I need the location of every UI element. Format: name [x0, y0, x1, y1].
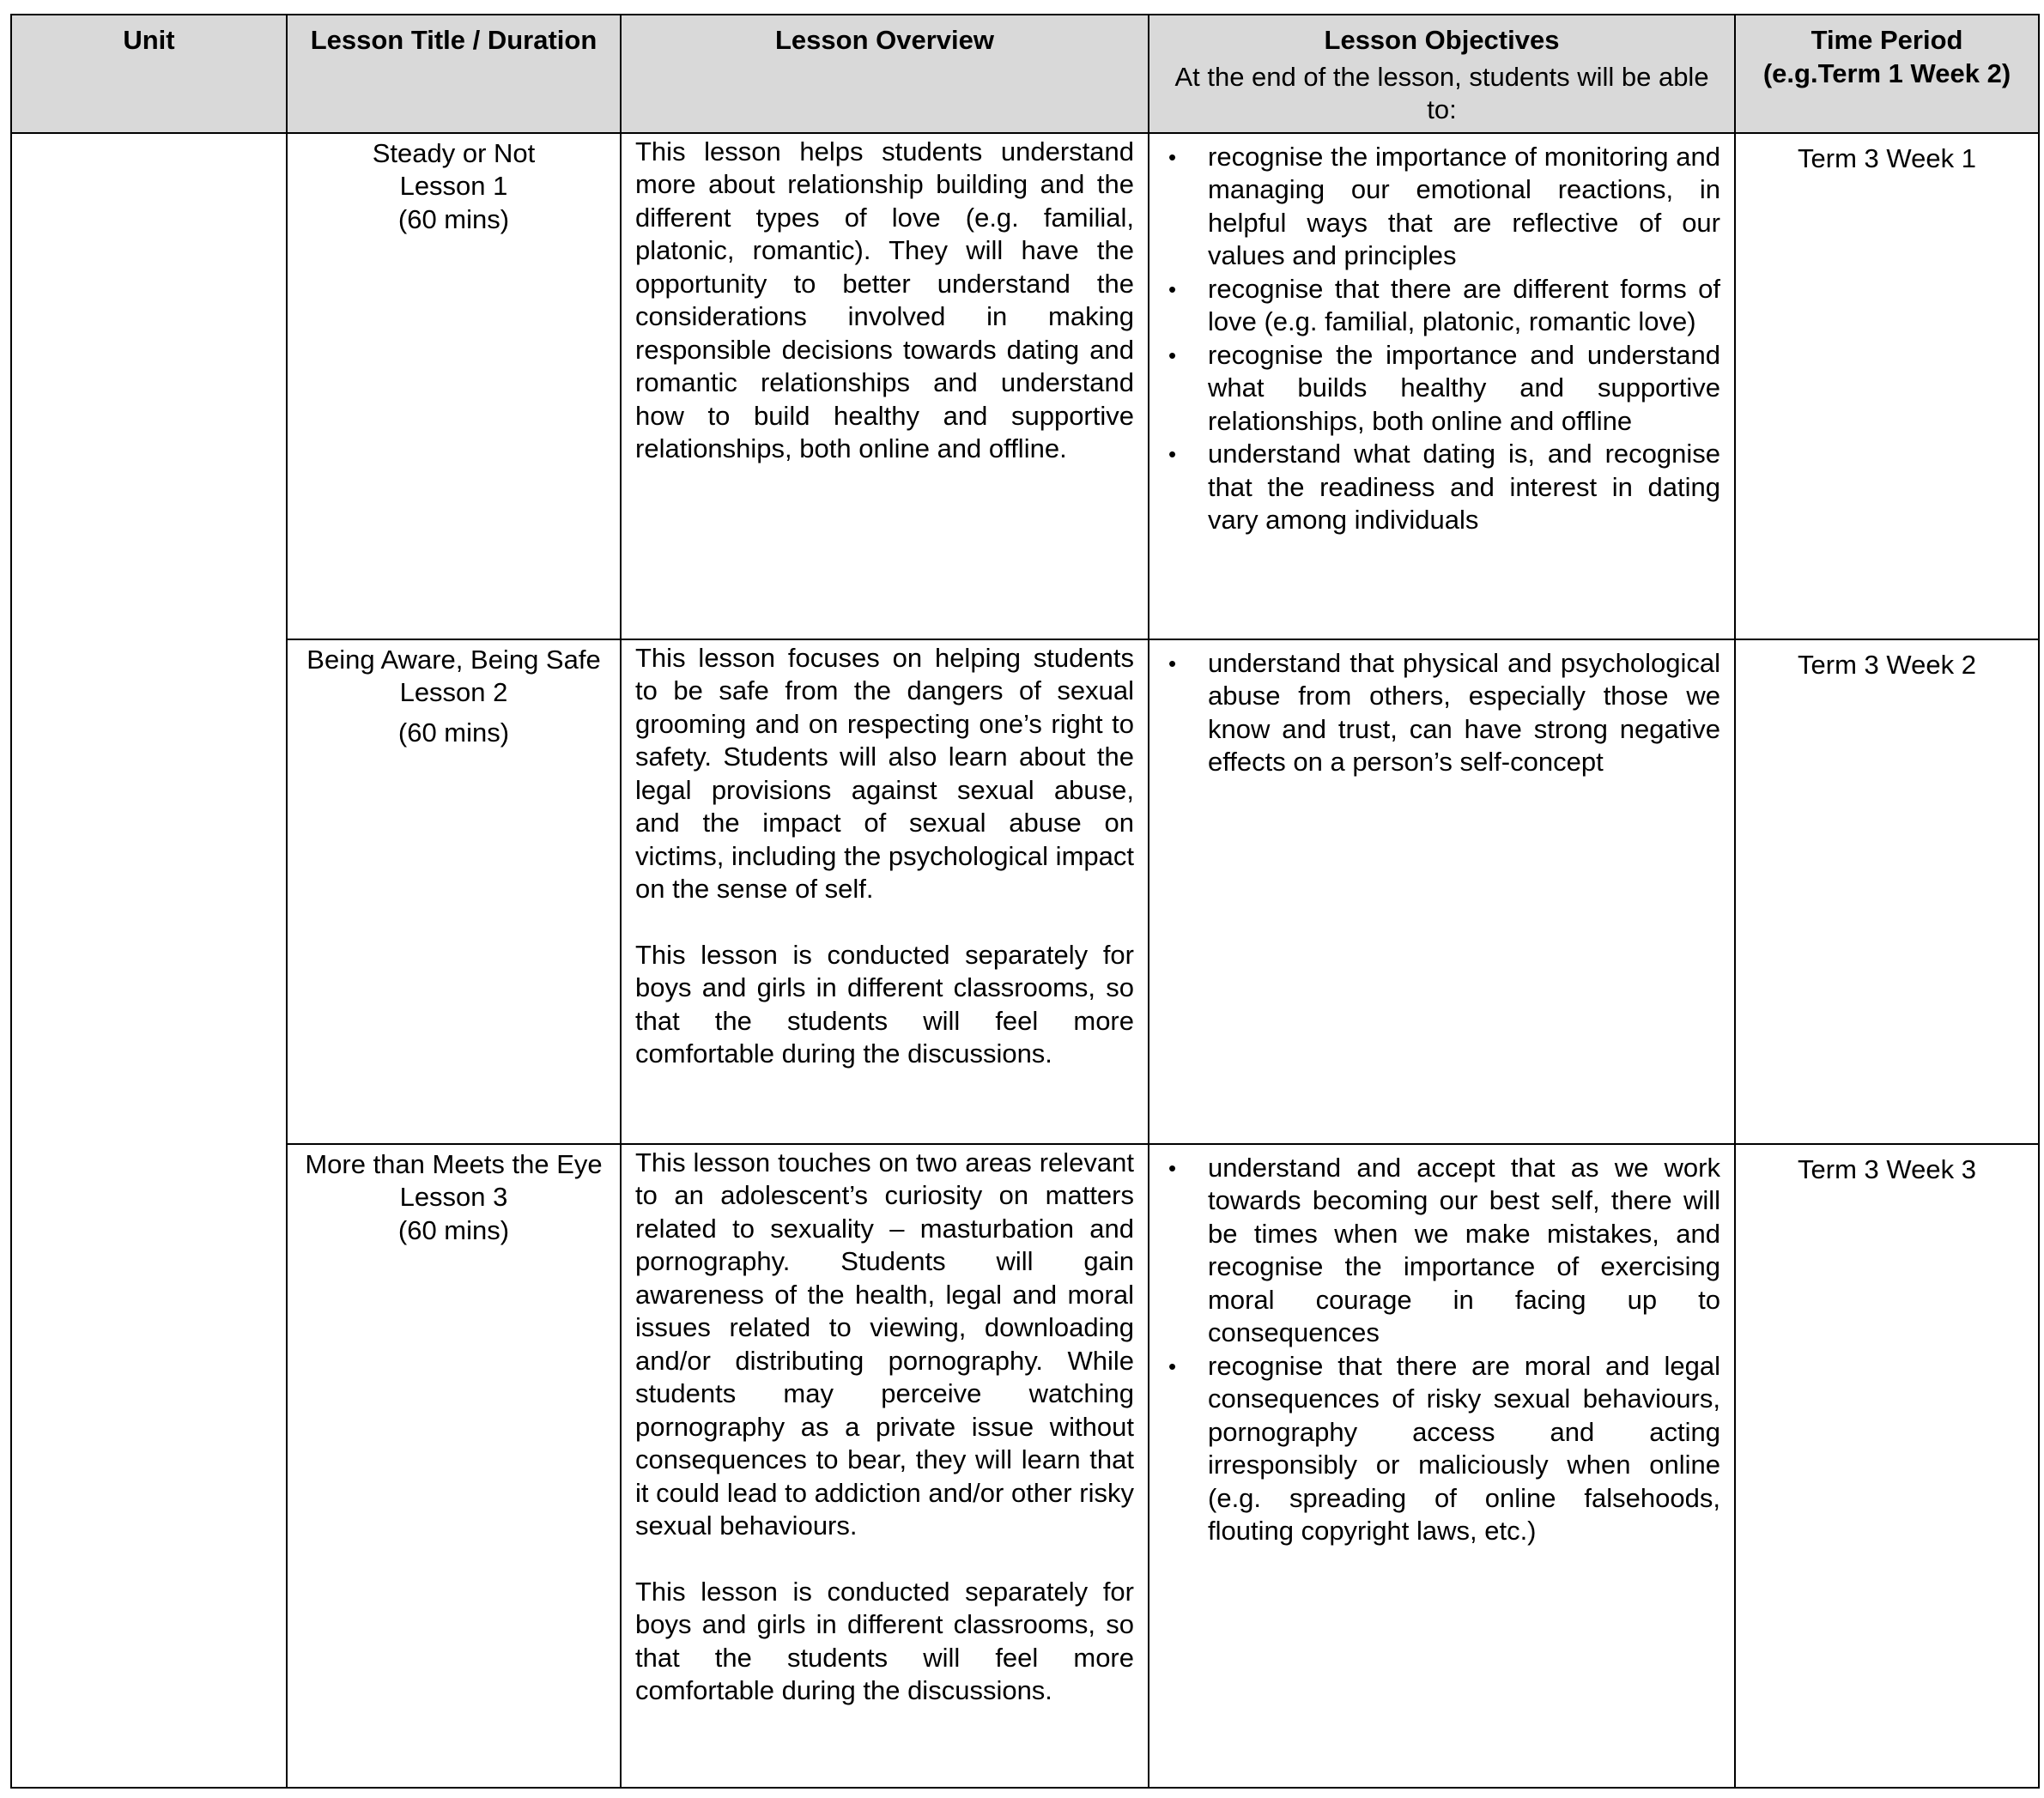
header-row: [11, 15, 2039, 133]
lesson-plan-table: [10, 14, 2040, 1789]
lesson-duration: (60 mins): [397, 203, 510, 234]
lesson-title: More than Meets the Eye: [305, 1148, 603, 1179]
table-row: [11, 1144, 2039, 1788]
lesson-title: Steady or Not: [372, 137, 536, 168]
lesson-title: Being Aware, Being Safe: [306, 644, 601, 675]
time-period-cell: [1735, 1144, 2039, 1788]
overview-paragraph: This lesson touches on two areas relevant to an adolescent’s curiosity on matters related to sexuality – masturbation and pornography. Students will gain awareness of the health, legal and moral issues related to viewing, downloading and/or distributing pornography. While students may perceive watching pornography as a private issue without consequences to bear, they will learn that it could lead to addiction and/or other risky sexual behaviours.: [635, 1147, 1134, 1541]
header-unit-label: Unit: [123, 25, 175, 55]
objective-item: • recognise that there are different forms of love (e.g. familial, platonic, romantic love): [1163, 273, 1720, 339]
objective-item: • understand and accept that as we work towards becoming our best self, there will be times when we make mistakes, and recognise the importance of exercising moral courage in facing up to consequences: [1163, 1152, 1720, 1350]
lesson-title-cell: [287, 639, 621, 1144]
header-lesson-title: [287, 15, 621, 133]
time-period: Term 3 Week 3: [1798, 1153, 1976, 1184]
lesson-objectives-cell: [1149, 133, 1735, 639]
lesson-number: Lesson 1: [399, 171, 508, 201]
header-title-label: Lesson Title / Duration: [310, 25, 597, 55]
header-lesson-overview: [621, 15, 1149, 133]
objectives-list: [1163, 1152, 1720, 1548]
table-row: [11, 133, 2039, 639]
time-period-cell: [1735, 133, 2039, 639]
lesson-objectives-cell: [1149, 639, 1735, 1144]
overview-paragraph: This lesson focuses on helping students to be safe from the dangers of sexual grooming and on respecting one’s right to safety. Students will also learn about the legal provisions against sexual abuse, and the impact of sexual abuse on victims, including the psychological impact on the sense of self.: [635, 642, 1134, 904]
header-time-period: [1735, 15, 2039, 133]
objective-item: • understand what dating is, and recognise that the readiness and interest in dating vary among individuals: [1163, 438, 1720, 537]
lesson-objectives-cell: [1149, 1144, 1735, 1788]
objective-item: • recognise that there are moral and legal consequences of risky sexual behaviours, pornography access and acting irresponsibly or maliciously when online (e.g. spreading of online falsehoods, flouting copyright laws, etc.): [1163, 1350, 1720, 1548]
objective-item: • understand that physical and psychological abuse from others, especially those we know and trust, can have strong negative effects on a person’s self-concept: [1163, 647, 1720, 779]
time-period: Term 3 Week 2: [1798, 649, 1976, 680]
header-time-label: Time Period: [1810, 25, 1963, 55]
lesson-overview-cell: [621, 1144, 1149, 1788]
objective-item: • recognise the importance and understand what builds healthy and supportive relationships, both online and offline: [1163, 339, 1720, 439]
lesson-overview-cell: [621, 133, 1149, 639]
header-objectives-subtitle: At the end of the lesson, students will be able to:: [1174, 61, 1709, 124]
lesson-overview-cell: [621, 639, 1149, 1144]
header-overview-label: Lesson Overview: [774, 25, 994, 55]
lesson-duration: (60 mins): [397, 717, 510, 748]
overview-paragraph: This lesson is conducted separately for boys and girls in different classrooms, so that the students will feel more comfortable during the discussions.: [635, 1576, 1134, 1705]
lesson-duration: (60 mins): [397, 1214, 510, 1245]
header-unit: [11, 15, 287, 133]
objective-item: • recognise the importance of monitoring and managing our emotional reactions, in helpful ways that are reflective of our values and principles: [1163, 141, 1720, 273]
lesson-title-cell: [287, 133, 621, 639]
objectives-list: [1163, 141, 1720, 537]
time-period: Term 3 Week 1: [1798, 142, 1976, 173]
overview-paragraph: This lesson is conducted separately for boys and girls in different classrooms, so that the students will feel more comfortable during the discussions.: [635, 939, 1134, 1069]
unit-cell: [11, 133, 287, 1788]
objectives-list: [1163, 647, 1720, 779]
header-time-example: (e.g.Term 1 Week 2): [1762, 58, 2011, 88]
header-lesson-objectives: [1149, 15, 1735, 133]
time-period-cell: [1735, 639, 2039, 1144]
table-row: [11, 639, 2039, 1144]
lesson-number: Lesson 2: [399, 677, 508, 707]
header-objectives-label: Lesson Objectives: [1324, 25, 1560, 55]
overview-paragraph: This lesson helps students understand more about relationship building and the different types of love (e.g. familial, platonic, romantic). They will have the opportunity to better understand the considerations involved in making responsible decisions towards dating and romantic relationships and understand how to build healthy and supportive relationships, both online and offline.: [635, 136, 1134, 463]
lesson-number: Lesson 3: [399, 1182, 508, 1212]
lesson-title-cell: [287, 1144, 621, 1788]
